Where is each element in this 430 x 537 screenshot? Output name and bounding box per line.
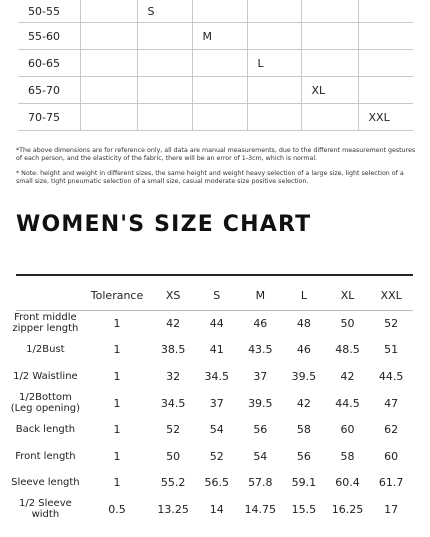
value-cell: 46 xyxy=(296,343,311,357)
value-cell: 44 xyxy=(209,316,224,330)
value-cell: 58 xyxy=(340,449,355,463)
value-cell: 58 xyxy=(296,423,311,437)
size-range-row xyxy=(18,77,413,104)
value-cell: 16.25 xyxy=(331,502,364,516)
value-cell: 60.4 xyxy=(335,476,360,490)
value-cell: 42 xyxy=(296,396,311,410)
value-cell: 62 xyxy=(384,423,399,437)
value-cell: 60 xyxy=(384,449,399,463)
value-cell: 41 xyxy=(209,343,224,357)
measurement-row xyxy=(8,390,413,417)
value-cell: 15.5 xyxy=(291,502,317,516)
empty-cell xyxy=(80,23,137,50)
value-cell: 55.2 xyxy=(160,476,186,490)
empty-cell xyxy=(358,77,413,104)
value-cell: 44.5 xyxy=(378,369,404,383)
height-weight-size-table xyxy=(18,0,413,131)
column-header: XS xyxy=(165,288,181,302)
value-cell: 44.5 xyxy=(335,396,360,410)
column-header: L xyxy=(300,288,307,302)
measurement-label: Sleeve length xyxy=(11,477,80,489)
measurement-label: 1/2Bust xyxy=(26,344,65,356)
value-cell: 14.75 xyxy=(244,502,277,516)
value-cell: 54 xyxy=(209,423,224,437)
tolerance-cell: 1 xyxy=(113,396,121,410)
empty-cell xyxy=(192,104,247,131)
measurement-row xyxy=(8,310,413,337)
value-cell: 61.7 xyxy=(378,476,404,490)
value-cell: 37 xyxy=(253,369,268,383)
empty-cell xyxy=(80,0,137,23)
empty-cell xyxy=(247,23,301,50)
column-header: S xyxy=(213,288,221,302)
column-header xyxy=(8,280,83,310)
value-cell: 46 xyxy=(253,316,268,330)
value-cell: 42 xyxy=(340,369,355,383)
measurement-row xyxy=(8,363,413,390)
value-cell: 42 xyxy=(166,316,181,330)
page-title: WOMEN'S SIZE CHART xyxy=(16,212,312,237)
column-header: Tolerance xyxy=(90,288,144,302)
empty-cell xyxy=(192,50,247,77)
tolerance-cell: 0.5 xyxy=(108,502,126,516)
measurement-row xyxy=(8,443,413,470)
value-cell: 56 xyxy=(253,423,268,437)
measurement-row xyxy=(8,496,413,523)
value-cell: 56 xyxy=(296,449,311,463)
measurement-row xyxy=(8,337,413,364)
value-cell: 60 xyxy=(340,423,355,437)
range-cell: 65-70 xyxy=(18,77,80,104)
note-measurement: *The above dimensions are for reference only, all data are manual measurements, due to the different measurement gestures of each person, and the elasticity of the fabric, there will be an error of 1-3cm, which is normal. xyxy=(16,147,416,163)
value-cell: 39.5 xyxy=(248,396,273,410)
tolerance-cell: 1 xyxy=(113,423,121,437)
tolerance-cell: 1 xyxy=(113,369,121,383)
tolerance-cell: 1 xyxy=(113,343,121,357)
value-cell: 34.5 xyxy=(160,396,186,410)
value-cell: 47 xyxy=(384,396,399,410)
tolerance-cell: 1 xyxy=(113,449,121,463)
value-cell: 48 xyxy=(296,316,311,330)
range-cell: 70-75 xyxy=(18,104,80,131)
value-cell: 48.5 xyxy=(335,343,360,357)
value-cell: 43.5 xyxy=(248,343,273,357)
empty-cell xyxy=(301,104,358,131)
title-divider xyxy=(16,274,413,276)
measurement-label: 1/2 Waistline xyxy=(13,370,78,382)
empty-cell xyxy=(247,104,301,131)
size-cell: XL xyxy=(301,77,358,104)
column-header: XL xyxy=(340,288,355,302)
range-cell: 55-60 xyxy=(18,23,80,50)
value-cell: 14 xyxy=(209,502,224,516)
empty-cell xyxy=(301,50,358,77)
measurement-row xyxy=(8,416,413,443)
size-cell: XXL xyxy=(358,104,413,131)
value-cell: 56.5 xyxy=(204,476,229,490)
measurement-label: Front middle zipper length xyxy=(12,312,79,335)
empty-cell xyxy=(137,104,192,131)
tolerance-cell: 1 xyxy=(113,316,121,330)
note-selection: * Note: height and weight in different sizes, the same height and weight heavy selection of a large size, light selection of a small size, tight pneumatic selection of a small size, casual moderate size positive selection. xyxy=(16,169,404,185)
empty-cell xyxy=(301,0,358,23)
empty-cell xyxy=(192,0,247,23)
empty-cell xyxy=(192,77,247,104)
value-cell: 54 xyxy=(253,449,268,463)
tolerance-cell: 1 xyxy=(113,476,121,490)
empty-cell xyxy=(247,77,301,104)
value-cell: 39.5 xyxy=(291,369,317,383)
empty-cell xyxy=(80,50,137,77)
empty-cell xyxy=(301,23,358,50)
notes xyxy=(16,147,416,192)
size-range-row xyxy=(18,23,413,50)
measurement-row xyxy=(8,470,413,497)
empty-cell xyxy=(358,50,413,77)
column-header: M xyxy=(255,288,266,302)
value-cell: 17 xyxy=(384,502,399,516)
value-cell: 13.25 xyxy=(157,502,189,516)
empty-cell xyxy=(137,77,192,104)
measurement-label: Back length xyxy=(15,424,76,436)
empty-cell xyxy=(247,0,301,23)
measurement-label: 1/2 Sleeve width xyxy=(18,498,72,521)
value-cell: 51 xyxy=(384,343,399,357)
empty-cell xyxy=(358,0,413,23)
range-cell: 60-65 xyxy=(18,50,80,77)
column-header: XXL xyxy=(380,288,402,302)
value-cell: 34.5 xyxy=(204,369,229,383)
size-range-row xyxy=(18,0,413,23)
range-cell: 50-55 xyxy=(18,0,80,23)
size-cell: L xyxy=(247,50,301,77)
value-cell: 50 xyxy=(340,316,355,330)
empty-cell xyxy=(137,50,192,77)
empty-cell xyxy=(80,77,137,104)
measurement-label: Front length xyxy=(15,450,76,462)
size-range-row xyxy=(18,104,413,131)
value-cell: 57.8 xyxy=(248,476,273,490)
value-cell: 32 xyxy=(166,369,181,383)
value-cell: 52 xyxy=(166,423,181,437)
size-range-row xyxy=(18,50,413,77)
value-cell: 59.1 xyxy=(291,476,317,490)
measurement-label: 1/2Bottom (Leg opening) xyxy=(10,392,81,415)
size-cell: M xyxy=(192,23,247,50)
size-cell: S xyxy=(137,0,192,23)
value-cell: 52 xyxy=(209,449,224,463)
value-cell: 50 xyxy=(166,449,181,463)
empty-cell xyxy=(137,23,192,50)
empty-cell xyxy=(80,104,137,131)
value-cell: 38.5 xyxy=(160,343,186,357)
empty-cell xyxy=(358,23,413,50)
value-cell: 37 xyxy=(209,396,224,410)
value-cell: 52 xyxy=(384,316,399,330)
womens-size-chart-table xyxy=(8,280,413,523)
